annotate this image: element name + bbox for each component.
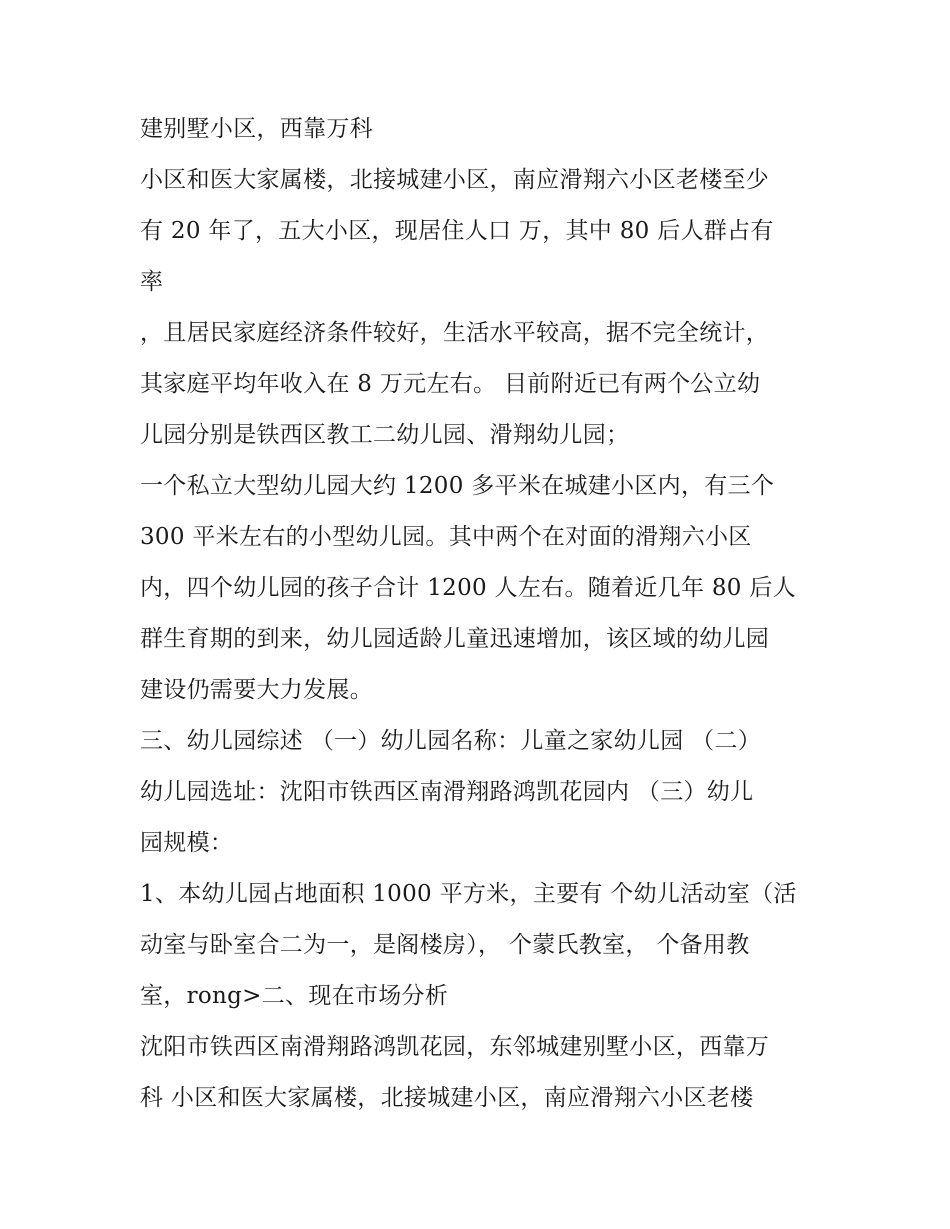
- text-line: 建别墅小区，西靠万科: [140, 116, 373, 142]
- text-line: 小区和医大家属楼，北接城建小区，南应滑翔六小区老楼至少: [140, 167, 770, 193]
- text-line: 一个私立大型幼儿园大约 1200 多平米在城建小区内，有三个: [140, 473, 775, 499]
- text-line: 率: [140, 269, 164, 295]
- section-heading-line: 三、幼儿园综述 （一）幼儿园名称：儿童之家幼儿园 （二）: [140, 728, 762, 754]
- text-line: 300 平米左右的小型幼儿园。其中两个在对面的滑翔六小区: [140, 524, 752, 550]
- text-line: 园规模：: [140, 830, 234, 856]
- text-line: 1、本幼儿园占地面积 1000 平方米，主要有 个幼儿活动室（活: [140, 881, 797, 907]
- text-line: 其家庭平均年收入在 8 万元左右。 目前附近已有两个公立幼: [140, 371, 761, 397]
- text-line: 群生育期的到来，幼儿园适龄儿童迅速增加，该区域的幼儿园: [140, 626, 770, 652]
- text-line: ，且居民家庭经济条件较好，生活水平较高，据不完全统计，: [140, 320, 770, 346]
- text-line: 儿园分别是铁西区教工二幼儿园、滑翔幼儿园；: [140, 422, 630, 448]
- text-line: 沈阳市铁西区南滑翔路鸿凯花园，东邻城建别墅小区，西靠万: [140, 1034, 770, 1060]
- text-line: 内，四个幼儿园的孩子合计 1200 人左右。随着近几年 80 后人: [140, 575, 796, 601]
- text-line: 幼儿园选址：沈阳市铁西区南滑翔路鸿凯花园内 （三）幼儿: [140, 779, 754, 805]
- text-line: 室，rong>二、现在市场分析: [140, 983, 449, 1009]
- text-line: 有 20 年了，五大小区，现居住人口 万，其中 80 后人群占有: [140, 218, 774, 244]
- text-line: 建设仍需要大力发展。: [140, 677, 373, 703]
- text-line: 动室与卧室合二为一，是阁楼房）， 个蒙氏教室， 个备用教: [140, 932, 750, 958]
- text-line: 科 小区和医大家属楼，北接城建小区，南应滑翔六小区老楼: [140, 1085, 754, 1111]
- document-body: [140, 104, 820, 1124]
